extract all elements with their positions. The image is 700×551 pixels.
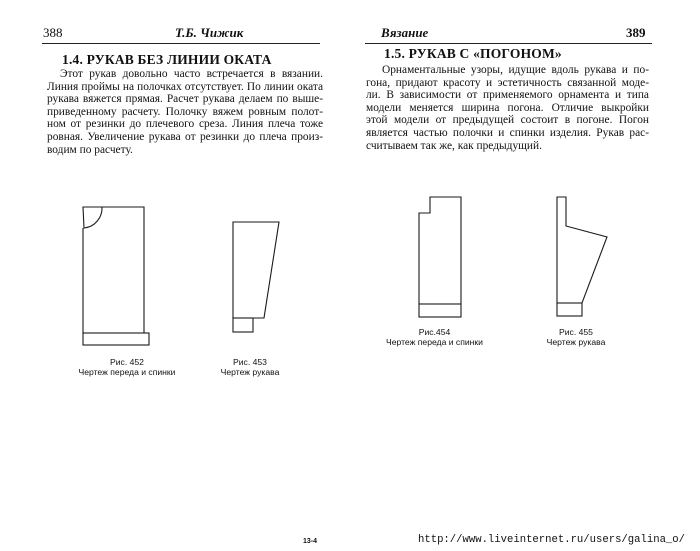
sleeve-outline bbox=[557, 197, 607, 303]
section-title-right: 1.5. РУКАВ С «ПОГОНОМ» bbox=[384, 46, 562, 61]
paragraph-line: Линия проймы на полочках отсутствует. По линии оката bbox=[47, 80, 323, 93]
paragraph-line: Орнаментальные узоры, идущие вдоль рукава и по- bbox=[382, 64, 649, 76]
figure-453-number: Рис. 453 bbox=[233, 357, 267, 367]
paragraph-line: Этот рукав довольно часто встречается в вязании. bbox=[60, 68, 323, 80]
paragraph-line: водим по расчету. bbox=[47, 143, 133, 156]
paragraph-line: ном от резинки до плечевого среза. Линия плеча тоже bbox=[47, 118, 323, 131]
paragraph-line: является частью полочки и спинки изделия. Рукав рас- bbox=[366, 126, 649, 139]
figure-452-number: Рис. 452 bbox=[110, 357, 144, 367]
figure-455-number: Рис. 455 bbox=[559, 327, 593, 337]
paragraph-line: ли. В зависимости от применяемого орнамента и типа bbox=[366, 89, 649, 102]
figure-454-number: Рис.454 bbox=[418, 327, 451, 337]
running-head-left: Т.Б. Чижик bbox=[175, 25, 244, 40]
paragraph-line: модели меняется ширина погона. Отличие выкройки bbox=[366, 101, 649, 114]
sleeve-cuff bbox=[557, 303, 582, 316]
figure-454-caption: Чертеж переда и спинки bbox=[386, 337, 483, 347]
paragraph-line: этой модели от предыдущей состоит в погоне. Погон bbox=[366, 114, 649, 127]
figure-455-caption: Чертеж рукава bbox=[546, 337, 606, 347]
figure-453-caption: Чертеж рукава bbox=[220, 367, 280, 377]
paragraph-line: рукава вяжется прямая. Расчет рукава делаем по выше- bbox=[47, 93, 323, 106]
paragraph-line: гона, придают красоту и эстетичность связанной моде- bbox=[366, 76, 649, 89]
page-number-right: 389 bbox=[626, 25, 646, 40]
signature-mark: 13-4 bbox=[303, 538, 318, 545]
running-head-right: Вязание bbox=[381, 25, 429, 40]
figure-452-caption: Чертеж переда и спинки bbox=[78, 367, 176, 377]
paragraph-line: считываем так же, как предыдущий. bbox=[366, 139, 542, 152]
section-title-left: 1.4. РУКАВ БЕЗ ЛИНИИ ОКАТА bbox=[62, 52, 272, 67]
paragraph-line: приведенному расчету. Полочку вяжем ровным полот- bbox=[47, 105, 323, 118]
paragraph-line: ровная. Увеличение рукава от резинки до плеча произ- bbox=[47, 130, 323, 143]
page-number-left: 388 bbox=[43, 25, 63, 40]
source-url-watermark: http://www.liveinternet.ru/users/galina_o/ bbox=[418, 534, 686, 546]
